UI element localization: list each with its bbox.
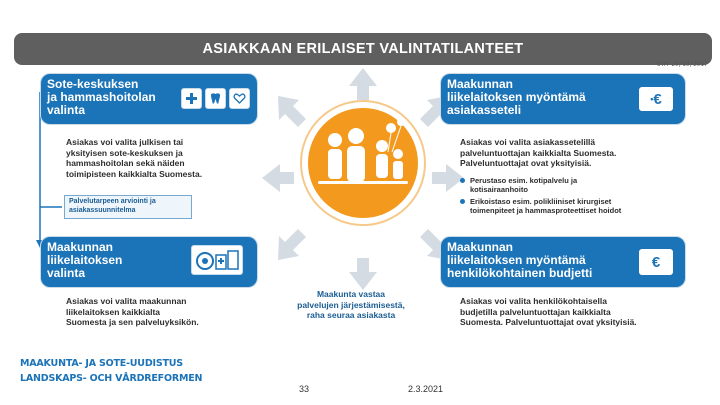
panel-budjetti	[440, 236, 686, 288]
heart-icon	[229, 88, 250, 109]
panel-icons	[639, 249, 673, 275]
arrow-left	[262, 164, 294, 192]
euro-wallet-icon	[639, 249, 673, 275]
body-line: Asiakas voi valita maakunnan	[66, 296, 187, 306]
arrow-up	[349, 68, 377, 100]
bullet-dot	[460, 199, 465, 204]
bullet-line: kotisairaanhoito	[470, 184, 528, 194]
euro-symbol: €	[651, 253, 661, 271]
panel-body-liikelaitos	[66, 296, 256, 328]
panel-sote-keskus	[40, 73, 258, 125]
body-line: yksityisen sote-keskuksen ja	[66, 147, 183, 158]
tooth-icon	[205, 88, 226, 109]
body-line: Suomesta ja sen palveluyksikön.	[66, 317, 199, 327]
footer-date: 2.3.2021	[408, 384, 444, 394]
panel-heading-line: liikelaitoksen myöntämä	[447, 253, 586, 267]
bullet-line: Erikoistaso esim. polikliiniset kirurgiset	[470, 197, 612, 206]
body-line: Suomesta. Palveluntuottajat ovat yksityisiä.	[460, 317, 637, 327]
panel-heading-line: valinta	[47, 103, 86, 117]
assessment-box	[64, 195, 192, 219]
bullet-item	[460, 177, 577, 194]
panel-icons	[639, 87, 673, 111]
bullet-item	[460, 198, 621, 215]
body-line: liikelaitoksen kaikkialta	[66, 306, 161, 317]
bullet-line: Perustaso esim. kotipalvelu ja	[470, 176, 578, 185]
subbox-line: Palvelutarpeen arviointi ja	[69, 198, 156, 205]
stamp-text: STM 29/10/2017	[657, 61, 708, 68]
body-line: Asiakas voi valita henkilökohtaisella	[460, 296, 607, 306]
panel-icons	[181, 88, 250, 109]
panel-heading-line: liikelaitoksen myöntämä	[447, 90, 586, 104]
arrow-up-left	[278, 96, 306, 127]
panel-heading-line: Maakunnan	[47, 240, 114, 254]
hospital-building-icon	[191, 245, 243, 275]
caption-line: raha seuraa asiakasta	[306, 310, 396, 320]
panel-heading-line: asiakasseteli	[447, 103, 522, 117]
page-number: 33	[299, 384, 310, 394]
caption-line: Maakunta vastaa	[316, 289, 386, 299]
center-caption	[276, 289, 426, 321]
panel-liikelaitos	[40, 236, 258, 288]
footer-line: LANDSKAPS- OCH VÅRDREFORMEN	[20, 373, 203, 384]
body-line: toimipisteen kaikkialta Suomesta.	[66, 168, 203, 179]
subbox-line: asiakassuunnitelma	[69, 206, 136, 214]
panel-heading-line: henkilökohtainen budjetti	[447, 266, 593, 280]
body-line: Asiakas voi valita asiakassetelillä	[460, 137, 596, 147]
body-line: budjetilla palveluntuottajan kaikkialta	[460, 306, 611, 317]
body-line: palveluntuottajan kaikkialta Suomesta.	[460, 147, 617, 158]
panel-body-budjetti	[460, 296, 700, 328]
body-line: hammashoitolan sekä näiden	[66, 158, 185, 168]
panel-icons	[191, 245, 243, 275]
footer-line: MAAKUNTA- JA SOTE-UUDISTUS	[20, 358, 183, 369]
panel-heading-line: liikelaitoksen	[47, 253, 123, 267]
arrow-down-left	[278, 229, 306, 260]
body-line: Asiakas voi valita julkisen tai	[66, 137, 184, 147]
bullet-line: toimenpiteet ja hammasproteettiset hoidot	[470, 205, 622, 215]
panel-heading-line: Maakunnan	[447, 240, 514, 254]
arrow-down	[349, 258, 377, 290]
footer-brand	[20, 356, 202, 386]
panel-body-sote	[66, 137, 256, 179]
panel-heading-line: ja hammashoitolan	[47, 90, 156, 104]
first-aid-cross-icon	[181, 88, 202, 109]
bullet-dot	[460, 178, 465, 183]
panel-heading-line: Maakunnan	[447, 77, 514, 91]
page-title: ASIAKKAAN ERILAISET VALINTATILANTEET	[202, 41, 524, 57]
caption-line: palvelujen järjestämisestä,	[297, 299, 405, 310]
panel-heading-line: valinta	[47, 266, 86, 280]
panel-body-seteli	[460, 137, 700, 169]
panel-heading-line: Sote-keskuksen	[47, 77, 139, 91]
euro-symbol: €	[653, 90, 662, 108]
panel-asiakasseteli	[440, 73, 686, 125]
euro-voucher-icon: • €	[639, 87, 673, 111]
body-line: Palveluntuottajat ovat yksityisiä.	[460, 158, 592, 168]
